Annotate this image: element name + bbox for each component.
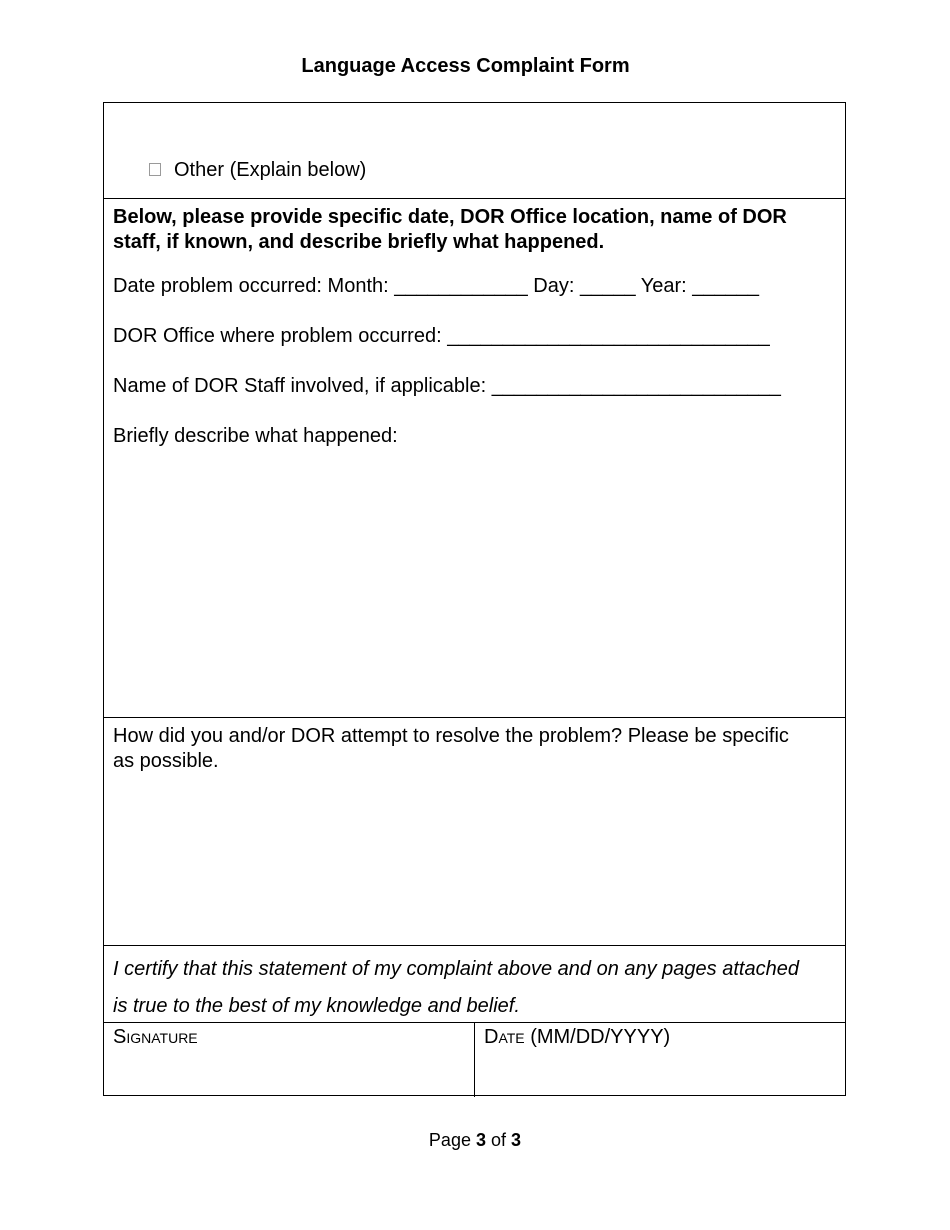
date-label: Date (MM/DD/YYYY) xyxy=(484,1026,671,1048)
complaint-form xyxy=(103,102,846,1096)
certify-text: I certify that this statement of my complaint above and on any pages attached is true to the best of my knowledge and belief. xyxy=(113,958,799,1017)
page-word: Page xyxy=(428,1130,471,1150)
instructions-text: Below, please provide specific date, DOR Office location, name of DOR staff, if known, and describe briefly what happened. xyxy=(113,206,787,253)
other-option[interactable] xyxy=(149,158,366,183)
office-location-field[interactable]: DOR Office where problem occurred: _____________________________ xyxy=(113,325,770,347)
date-field[interactable] xyxy=(475,1023,845,1097)
current-page-number: 3 xyxy=(475,1130,486,1150)
signature-label: Signature xyxy=(113,1026,198,1048)
signature-row xyxy=(104,1023,845,1097)
other-checkbox[interactable] xyxy=(149,163,161,176)
resolve-label: How did you and/or DOR attempt to resolve the problem? Please be specific as possible. xyxy=(113,725,789,772)
certification-section xyxy=(104,946,845,1023)
staff-name-field[interactable]: Name of DOR Staff involved, if applicable: __________________________ xyxy=(113,375,781,397)
page-title: Language Access Complaint Form xyxy=(301,55,630,77)
page-footer xyxy=(0,1130,950,1151)
incident-details-section xyxy=(104,199,845,718)
other-checkbox-label: Other (Explain below) xyxy=(174,159,367,181)
resolution-section[interactable] xyxy=(104,718,845,946)
signature-field[interactable] xyxy=(104,1023,475,1097)
total-pages-number: 3 xyxy=(511,1130,522,1150)
date-occurred-field[interactable]: Date problem occurred: Month: ____________ Day: _____ Year: ______ xyxy=(113,275,760,297)
other-section xyxy=(104,103,845,199)
of-word: of xyxy=(491,1130,507,1150)
describe-label: Briefly describe what happened: xyxy=(113,425,398,447)
